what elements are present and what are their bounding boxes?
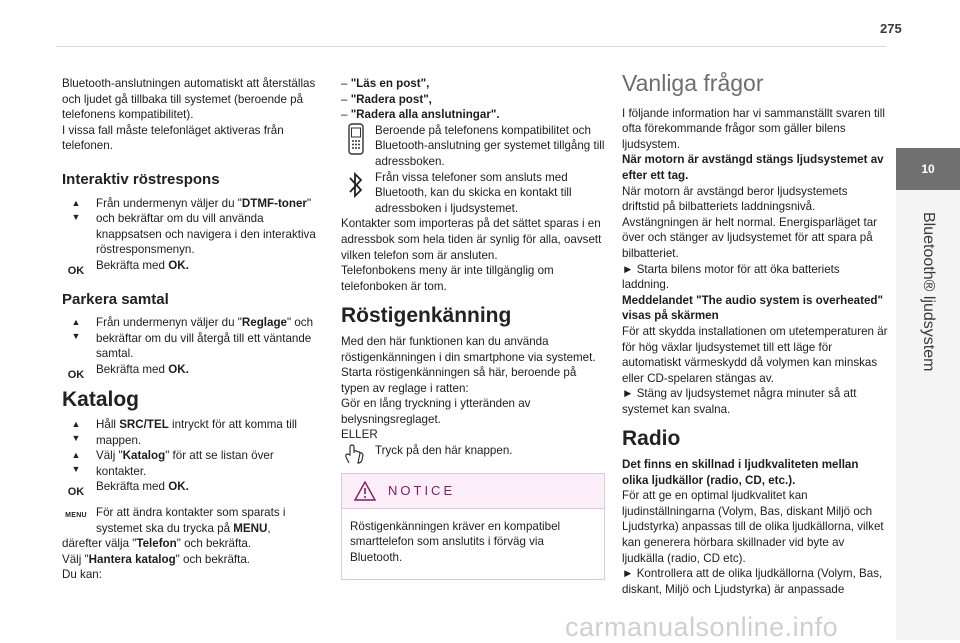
bluetooth-icon bbox=[341, 170, 371, 204]
chapter-tab bbox=[896, 148, 960, 190]
notice-label: NOTICE bbox=[388, 482, 456, 498]
notice-text: Röstigenkänningen kräver en kompatibel smarttelefon som anslutits i förväg via Bluetooth. bbox=[342, 509, 604, 580]
up-down-arrow-icon: ▲ ▼ bbox=[71, 317, 81, 342]
step-confirm: OK Bekräfta med OK. bbox=[62, 258, 324, 274]
warning-icon bbox=[354, 481, 376, 501]
list-item: – "Läs en post", bbox=[341, 77, 430, 90]
paragraph: ELLER bbox=[341, 428, 378, 442]
intro-paragraph: Bluetooth-anslutningen automatiskt att återställas och ljudet gå tillbaka till systemet (beroende på telefonens kompatibilitet). bbox=[62, 77, 316, 122]
step-reglage: ▲ ▼ Från undermenyn väljer du "Reglage" och bekräftar om du vill återgå till ett väntande samtal. bbox=[62, 315, 324, 362]
paragraph: I följande information har vi sammanställt svaren till ofta förekommande frågor som gäller bilens ljudsystem. bbox=[622, 106, 885, 151]
notice-box bbox=[341, 473, 605, 581]
paragraph: Telefonbokens meny är inte tillgänglig om telefonboken är tom. bbox=[341, 264, 554, 293]
question: Meddelandet "The audio system is overheated" visas på skärmen bbox=[622, 293, 883, 323]
bluetooth-note: Från vissa telefoner som ansluts med Bluetooth, kan du skicka en kontakt till adressboken i ljudsystemet. bbox=[341, 170, 605, 217]
answer: Avstängningen är helt normal. Energisparläget tar över och stänger av ljudsystemet för att spara på bilbatteriet. bbox=[622, 215, 878, 260]
step-katalog: ▲ ▼ Välj "Katalog" för att se listan över kontakter. bbox=[62, 448, 324, 479]
step-confirm: OK Bekräfta med OK. bbox=[62, 479, 324, 495]
answer: För att skydda installationen om utetemperaturen är för hög växlar ljudsystemet till ett läge för automatiskt värmeskydd då volymen kan minskas eller CD-spelaren stängas av. bbox=[622, 324, 888, 385]
page-number: 275 bbox=[880, 21, 902, 36]
watermark: carmanualsonline.info bbox=[565, 612, 839, 642]
phone-note: Beroende på telefonens kompatibilitet och Bluetooth-anslutning ger systemet tillgång till adressboken. bbox=[341, 123, 605, 170]
list-item: – "Radera post", bbox=[341, 92, 432, 106]
ok-icon: OK bbox=[67, 368, 85, 381]
column-2 bbox=[341, 76, 605, 580]
step-confirm: OK Bekräfta med OK. bbox=[62, 362, 324, 378]
phone-icon bbox=[341, 123, 371, 157]
heading-parkera: Parkera samtal bbox=[62, 290, 169, 308]
answer: ► Stäng av ljudsystemet några minuter så att systemet kan svalna. bbox=[622, 387, 857, 416]
paragraph: Du kan: bbox=[62, 568, 102, 582]
question: När motorn är avstängd stängs ljudsystemet av efter ett tag. bbox=[622, 153, 884, 182]
menu-icon: MENU bbox=[65, 512, 87, 520]
step-src-tel: ▲ ▼ Håll SRC/TEL intryckt för att komma till mappen. bbox=[62, 417, 324, 448]
paragraph: Med den här funktionen kan du använda röstigenkänningen i din smartphone via systemet. bbox=[341, 334, 596, 364]
up-down-arrow-icon: ▲ ▼ bbox=[71, 450, 81, 475]
header-divider bbox=[56, 46, 886, 47]
list-item: – "Radera alla anslutningar". bbox=[341, 108, 500, 122]
voice-button-note: Tryck på den här knappen. bbox=[341, 443, 605, 459]
intro-paragraph: I vissa fall måste telefonläget aktiveras från telefonen. bbox=[62, 123, 284, 153]
voice-button-icon bbox=[341, 443, 369, 470]
heading-rostigenkanning: Röstigenkänning bbox=[341, 304, 512, 328]
chapter-tab-number: 10 bbox=[921, 162, 935, 176]
heading-radio: Radio bbox=[622, 427, 681, 451]
answer: ► Kontrollera att de olika ljudkällorna (Volym, Bas, diskant, Miljö och Ljudstyrka) är anpassade bbox=[622, 567, 883, 596]
answer: För att ge en optimal ljudkvalitet kan ljudinställningarna (Volym, Bas, diskant Miljö och Ljudstyrka) anpassas till de olika ljudkällorna, vilket kan generera hörbara skillnader vid byte av ljudkälla (radio, CD etc). bbox=[622, 489, 884, 565]
paragraph: Kontakter som importeras på det sättet sparas i en adressbok som hela tiden är synlig för alla, oavsett vilken telefon som är ansluten. bbox=[341, 217, 602, 262]
column-3 bbox=[622, 70, 888, 597]
ok-icon: OK bbox=[67, 264, 85, 277]
ok-icon: OK bbox=[67, 486, 85, 499]
step-dtmf: ▲ ▼ Från undermenyn väljer du "DTMF-toner" och bekräftar om du vill använda knappsatsen och navigera i den interaktiva röstresponsmenyn. bbox=[62, 196, 324, 258]
heading-katalog: Katalog bbox=[62, 387, 140, 411]
column-1: Bluetooth-anslutningen automatiskt att återställas och ljudet gå tillbaka till systemet (beroende på telefonens kompatibilitet). I vissa fall måste telefonläget aktiveras från telefonen. Interaktiv röstrespons ▲ ▼ Från undermenyn väljer du "DTMF-toner" och bekräftar om du vill använda knappsatsen och navigera i den interaktiva röstresponsmenyn. OK Bekräfta med OK. Parkera samtal ▲ ▼ Från undermenyn väljer du "Reglage" och bekräftar om du vill återgå till ett väntande samtal. OK Bekräfta med OK. Katalog ▲ ▼ Håll SRC/TEL intryckt för att komma till mappen. ▲ ▼ Välj "Katalog" för att se listan över kontakter. OK Bekräfta med OK. MENU För att ändra kontakter som sparats i systemet ska du trycka på MENU, därefter välja "Telefon" och bekräfta. Välj "Hantera katalog" och bekräfta. Du kan: bbox=[62, 76, 324, 583]
heading-faq: Vanliga frågor bbox=[622, 70, 764, 96]
step-menu: MENU För att ändra kontakter som sparats i systemet ska du trycka på MENU, bbox=[62, 505, 324, 536]
question: Det finns en skillnad i ljudkvaliteten mellan olika ljudkällor (radio, CD, etc.). bbox=[622, 458, 859, 487]
paragraph: Gör en lång tryckning i ytteränden av belysningsreglaget. bbox=[341, 397, 531, 426]
answer: ► Starta bilens motor för att öka batteriets laddning. bbox=[622, 262, 840, 292]
chapter-title: Bluetooth® ljudsystem bbox=[920, 212, 937, 372]
up-down-arrow-icon: ▲ ▼ bbox=[71, 419, 81, 444]
heading-interaktiv: Interaktiv röstrespons bbox=[62, 170, 220, 188]
answer: När motorn är avstängd beror ljudsystemets driftstid på bilbatteriets laddningsnivå. bbox=[622, 184, 848, 214]
paragraph: Starta röstigenkänningen så här, beroende på typen av reglage i ratten: bbox=[341, 366, 577, 395]
up-down-arrow-icon: ▲ ▼ bbox=[71, 197, 81, 222]
